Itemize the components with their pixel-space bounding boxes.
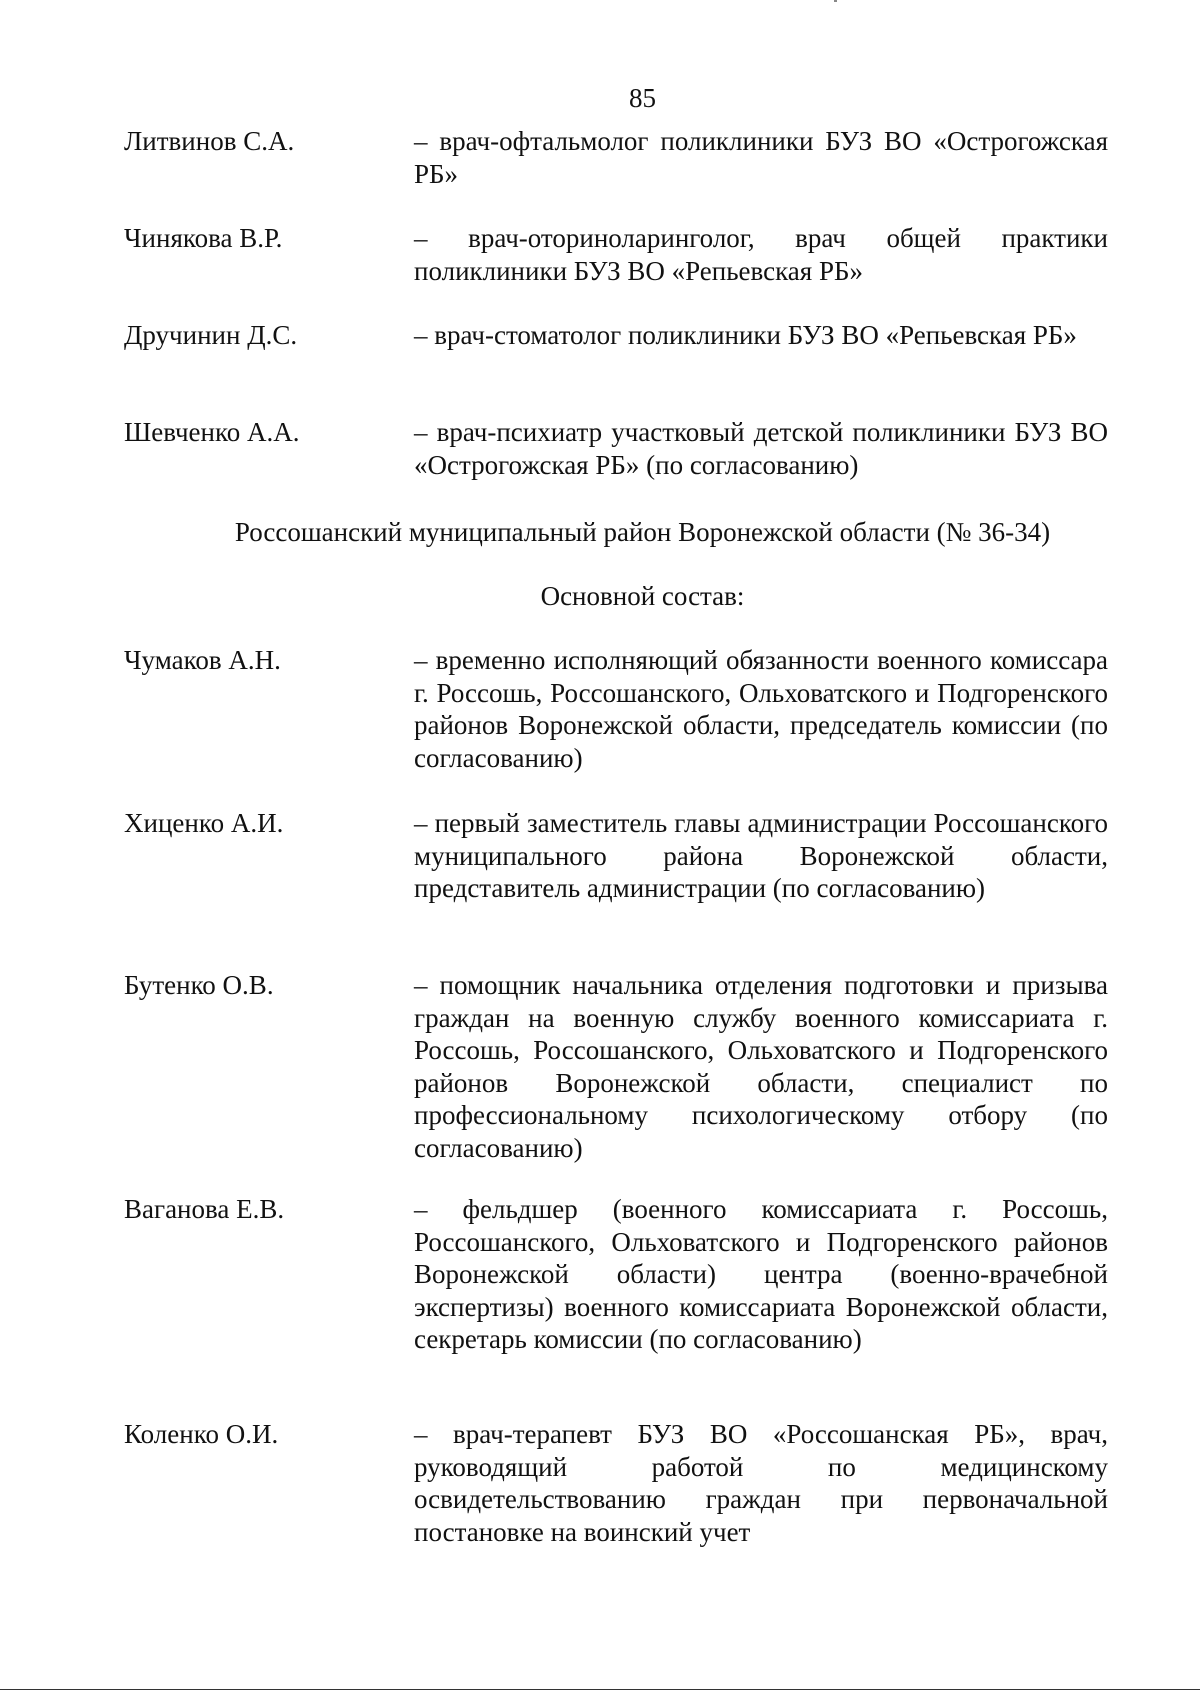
member-name: Чинякова В.Р. (124, 223, 283, 253)
member-position: – помощник начальника отделения подготовки и призыва граждан на военную службу военного комиссариата г. Россошь, Россошанского, Ольховатского и Подгоренского районов Воронежской области, специалист по профессиональному психологическому отбору (по согласованию) (414, 970, 1108, 1163)
member-name: Бутенко О.В. (124, 970, 274, 1000)
member-position: – врач-психиатр участковый детской поликлиники БУЗ ВО «Острогожская РБ» (по согласованию) (414, 417, 1108, 480)
member-name: Чумаков А.Н. (124, 645, 281, 675)
member-name: Шевченко А.А. (124, 417, 300, 447)
member-name: Ваганова Е.В. (124, 1194, 285, 1224)
member-position: – временно исполняющий обязанности военного комиссара г. Россошь, Россошанского, Ольховатского и Подгоренского районов Воронежской области, председатель комиссии (по согласованию) (414, 645, 1108, 773)
district-heading: Россошанский муниципальный район Воронежской области (№ 36-34) (234, 517, 1051, 547)
scan-bottom-edge (0, 1689, 1200, 1690)
member-position: – врач-офтальмолог поликлиники БУЗ ВО «Острогожская РБ» (414, 126, 1108, 189)
composition-heading: Основной состав: (540, 581, 745, 611)
member-name: Дручинин Д.С. (124, 320, 298, 350)
member-position: – врач-терапевт БУЗ ВО «Россошанская РБ», врач, руководящий работой по медицинскому освидетельствованию граждан при первоначальной постановке на воинский учет (414, 1419, 1108, 1547)
member-position: – врач-оториноларинголог, врач общей практики поликлиники БУЗ ВО «Репьевская РБ» (414, 223, 1108, 286)
member-name: Хиценко А.И. (124, 808, 284, 838)
member-position: – фельдшер (военного комиссариата г. Россошь, Россошанского, Ольховатского и Подгоренского районов Воронежской области) центра (военно-врачебной экспертизы) военного комиссариата Воронежской области, секретарь комиссии (по согласованию) (414, 1194, 1108, 1354)
page-number: 85 (629, 83, 656, 113)
member-position: – первый заместитель главы администрации Россошанского муниципального района Воронежской области, представитель администрации (по согласованию) (414, 808, 1108, 903)
member-position: – врач-стоматолог поликлиники БУЗ ВО «Репьевская РБ» (414, 320, 1077, 350)
member-name: Коленко О.И. (124, 1419, 279, 1449)
scan-mark (834, 0, 837, 2)
member-name: Литвинов С.А. (124, 126, 295, 156)
